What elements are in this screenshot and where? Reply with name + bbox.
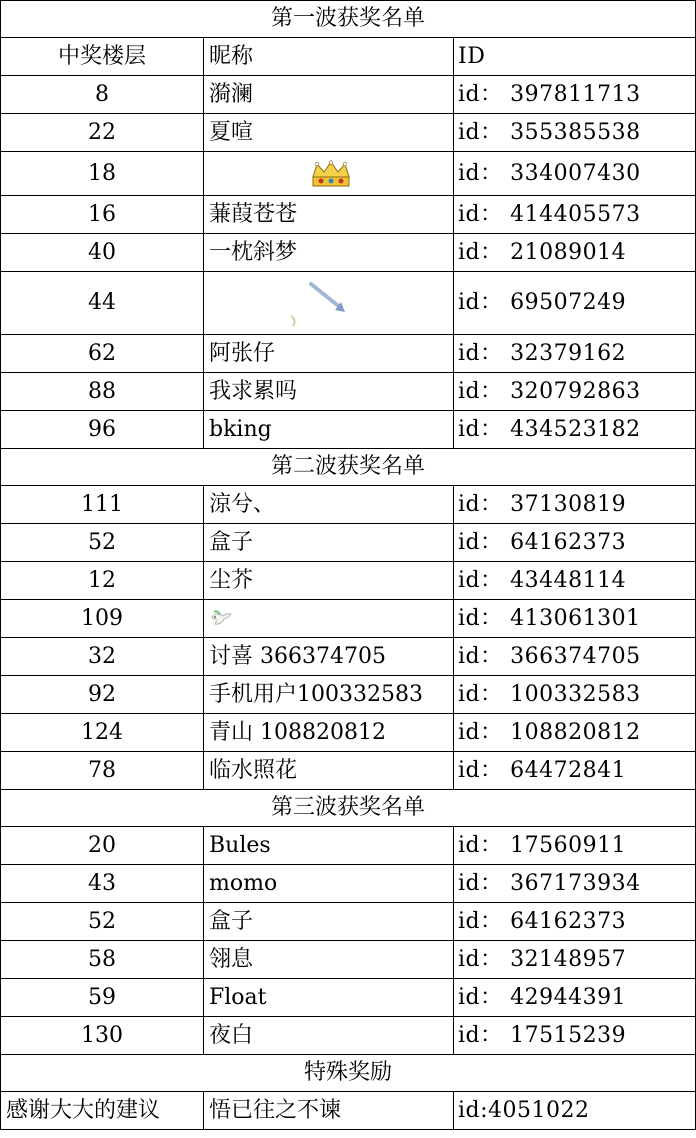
nickname-cell: 讨喜 366374705 (204, 638, 454, 676)
nickname-cell: 尘芥 (204, 562, 454, 600)
floor-cell: 40 (1, 234, 204, 272)
floor-cell: 22 (1, 114, 204, 152)
table-row (1, 196, 696, 234)
table-row (1, 152, 696, 196)
id-cell: id： 367173934 (454, 865, 696, 903)
floor-cell: 32 (1, 638, 204, 676)
table-row (1, 714, 696, 752)
id-cell: id： 366374705 (454, 638, 696, 676)
nickname-cell: 一枕斜梦 (204, 234, 454, 272)
crown-icon (311, 161, 351, 186)
id-cell: id： 355385538 (454, 114, 696, 152)
nickname-cell (204, 600, 454, 638)
id-cell: id： 100332583 (454, 676, 696, 714)
table-row (1, 638, 696, 676)
nickname-cell: 盒子 (204, 524, 454, 562)
id-cell: id： 320792863 (454, 373, 696, 411)
nickname-cell: 我求累吗 (204, 373, 454, 411)
floor-cell: 52 (1, 903, 204, 941)
section-title-row (1, 1055, 696, 1092)
nickname-cell: 青山 108820812 (204, 714, 454, 752)
nickname-cell: 夏喧 (204, 114, 454, 152)
floor-cell: 感谢大大的建议 (1, 1092, 204, 1130)
floor-cell: 43 (1, 865, 204, 903)
table-row (1, 524, 696, 562)
id-cell: id： 69507249 (454, 272, 696, 335)
floor-cell: 20 (1, 827, 204, 865)
table-row (1, 114, 696, 152)
sword-arrow-icon (289, 280, 349, 330)
table-row (1, 234, 696, 272)
id-cell: id： 434523182 (454, 411, 696, 449)
table-row (1, 600, 696, 638)
nickname-cell: 涼兮、 (204, 486, 454, 524)
nickname-cell: 漪澜 (204, 76, 454, 114)
id-cell: id： 64162373 (454, 524, 696, 562)
table-row (1, 272, 696, 335)
floor-cell: 16 (1, 196, 204, 234)
nickname-cell: 阿张仔 (204, 335, 454, 373)
table-row (1, 335, 696, 373)
floor-cell: 8 (1, 76, 204, 114)
floor-cell: 96 (1, 411, 204, 449)
header-id: ID (454, 38, 696, 76)
nickname-cell: Bules (204, 827, 454, 865)
id-cell: id： 37130819 (454, 486, 696, 524)
floor-cell: 88 (1, 373, 204, 411)
section-title: 特殊奖励 (1, 1055, 696, 1092)
id-cell: id： 17515239 (454, 1017, 696, 1055)
id-cell: id： 32148957 (454, 941, 696, 979)
section-title-row (1, 449, 696, 486)
nickname-cell: 盒子 (204, 903, 454, 941)
header-row (1, 38, 696, 76)
nickname-cell: 手机用户100332583 (204, 676, 454, 714)
table-row (1, 941, 696, 979)
table-row (1, 903, 696, 941)
floor-cell: 130 (1, 1017, 204, 1055)
section-title-row (1, 790, 696, 827)
nickname-cell: 蒹葭苍苍 (204, 196, 454, 234)
id-cell: id： 17560911 (454, 827, 696, 865)
table-row (1, 76, 696, 114)
header-nickname: 昵称 (204, 38, 454, 76)
floor-cell: 18 (1, 152, 204, 196)
id-cell: id： 64472841 (454, 752, 696, 790)
section-title: 第二波获奖名单 (1, 449, 696, 486)
nickname-cell (204, 152, 454, 196)
id-cell: id： 42944391 (454, 979, 696, 1017)
nickname-cell: 夜白 (204, 1017, 454, 1055)
id-cell: id： 334007430 (454, 152, 696, 196)
floor-cell: 109 (1, 600, 204, 638)
table-row (1, 676, 696, 714)
floor-cell: 59 (1, 979, 204, 1017)
table-row (1, 411, 696, 449)
id-cell: id： 43448114 (454, 562, 696, 600)
nickname-cell (204, 272, 454, 335)
nickname-cell: 悟已往之不谏 (204, 1092, 454, 1130)
nickname-cell: momo (204, 865, 454, 903)
section-title-row (1, 1, 696, 38)
section-title: 第一波获奖名单 (1, 1, 696, 38)
table-row (1, 373, 696, 411)
nickname-cell: Float (204, 979, 454, 1017)
id-cell: id:4051022 (454, 1092, 696, 1130)
header-floor: 中奖楼层 (1, 38, 204, 76)
table-row (1, 827, 696, 865)
dove-icon (209, 607, 233, 631)
floor-cell: 44 (1, 272, 204, 335)
table-row (1, 1017, 696, 1055)
floor-cell: 58 (1, 941, 204, 979)
id-cell: id： 397811713 (454, 76, 696, 114)
floor-cell: 52 (1, 524, 204, 562)
floor-cell: 62 (1, 335, 204, 373)
id-cell: id： 21089014 (454, 234, 696, 272)
nickname-cell: 翎息 (204, 941, 454, 979)
id-cell: id： 414405573 (454, 196, 696, 234)
floor-cell: 92 (1, 676, 204, 714)
id-cell: id： 32379162 (454, 335, 696, 373)
table-row (1, 1092, 696, 1130)
id-cell: id： 108820812 (454, 714, 696, 752)
section-title: 第三波获奖名单 (1, 790, 696, 827)
floor-cell: 111 (1, 486, 204, 524)
id-cell: id： 64162373 (454, 903, 696, 941)
floor-cell: 124 (1, 714, 204, 752)
nickname-cell: bking (204, 411, 454, 449)
table-row (1, 486, 696, 524)
table-row (1, 979, 696, 1017)
table-row (1, 865, 696, 903)
floor-cell: 78 (1, 752, 204, 790)
nickname-cell: 临水照花 (204, 752, 454, 790)
floor-cell: 12 (1, 562, 204, 600)
table-row (1, 562, 696, 600)
table-row (1, 752, 696, 790)
id-cell: id： 413061301 (454, 600, 696, 638)
